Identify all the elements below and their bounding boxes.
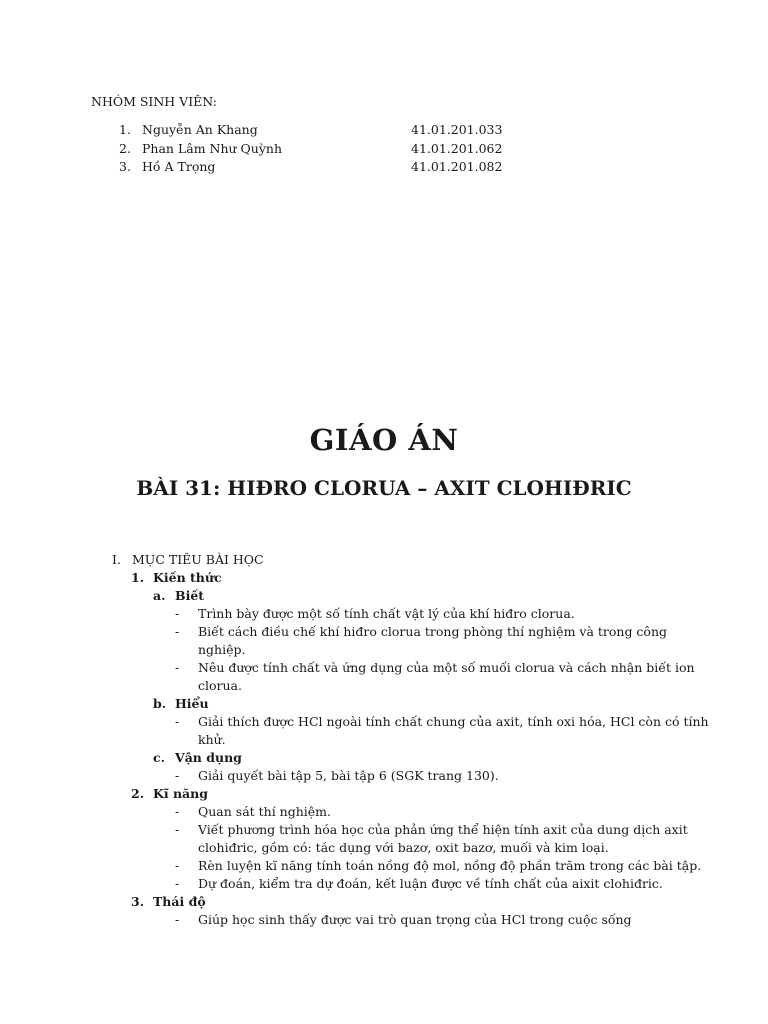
bullet-text: Dự đoán, kiểm tra dự đoán, kết luận được về tính chất của aixit clohiđric. [198,876,663,891]
member-name: Nguyễn An Khang [142,122,258,137]
member-name: Hồ A Trọng [142,159,216,174]
subsection-heading: Kiến thức [153,570,222,585]
member-row [119,140,519,158]
item-heading: Vận dụng [175,750,242,765]
section-heading: MỤC TIÊU BÀI HỌC [132,552,264,567]
member-row [119,121,519,139]
subsection-number: 1. [131,570,145,585]
bullet-dash: - [175,804,180,819]
member-id: 41.01.201.062 [411,141,503,156]
bullet-dash: - [175,660,180,675]
bullet-dash: - [175,876,180,891]
bullet-text-continued: clohiđric, gồm có: tác dụng với bazơ, oxit bazơ, muối và kim loại. [198,840,609,855]
bullet-dash: - [175,606,180,621]
bullet-text: Rèn luyện kĩ năng tính toán nồng độ mol, nồng độ phần trăm trong các bài tập. [198,858,702,873]
member-number: 2. [119,141,131,156]
item-heading: Biết [175,588,205,603]
bullet-text: Giúp học sinh thấy được vai trò quan trọng của HCl trong cuộc sống [198,912,632,927]
item-heading: Hiểu [175,696,209,711]
bullet-dash: - [175,714,180,729]
subsection-number: 2. [131,786,145,801]
group-label: NHÓM SINH VIÊN: [91,94,217,109]
member-row [119,158,519,176]
bullet-dash: - [175,624,180,639]
bullet-text: Nêu được tính chất và ứng dụng của một số muối clorua và cách nhận biết ion [198,660,695,675]
member-name: Phan Lâm Như Quỳnh [142,141,282,156]
bullet-text: Giải quyết bài tập 5, bài tập 6 (SGK trang 130). [198,768,499,783]
item-letter: a. [153,588,166,603]
member-id: 41.01.201.033 [411,122,503,137]
section-number: I. [112,552,121,567]
item-letter: c. [153,750,165,765]
subsection-number: 3. [131,894,145,909]
member-number: 3. [119,159,131,174]
bullet-text: Biết cách điều chế khí hiđro clorua trong phòng thí nghiệm và trong công [198,624,668,639]
bullet-text: Giải thích được HCl ngoài tính chất chung của axit, tính oxi hóa, HCl còn có tính [198,714,709,729]
bullet-text: Quan sát thí nghiệm. [198,804,332,819]
member-number: 1. [119,122,131,137]
bullet-text-continued: clorua. [198,678,242,693]
document-title: GIÁO ÁN [309,423,459,457]
bullet-text-continued: nghiệp. [198,642,246,657]
subsection-heading: Thái độ [153,894,206,909]
member-id: 41.01.201.082 [411,159,503,174]
item-letter: b. [153,696,167,711]
subsection-heading: Kĩ năng [153,786,208,801]
bullet-dash: - [175,858,180,873]
bullet-text: Trình bày được một số tính chất vật lý của khí hiđro clorua. [198,606,575,621]
bullet-dash: - [175,822,180,837]
bullet-dash: - [175,768,180,783]
bullet-text-continued: khử. [198,732,226,747]
bullet-text: Viết phương trình hóa học của phản ứng thể hiện tính axit của dung dịch axit [198,822,688,837]
bullet-dash: - [175,912,180,927]
lesson-subtitle: BÀI 31: HIĐRO CLORUA – AXIT CLOHIĐRIC [136,476,632,500]
